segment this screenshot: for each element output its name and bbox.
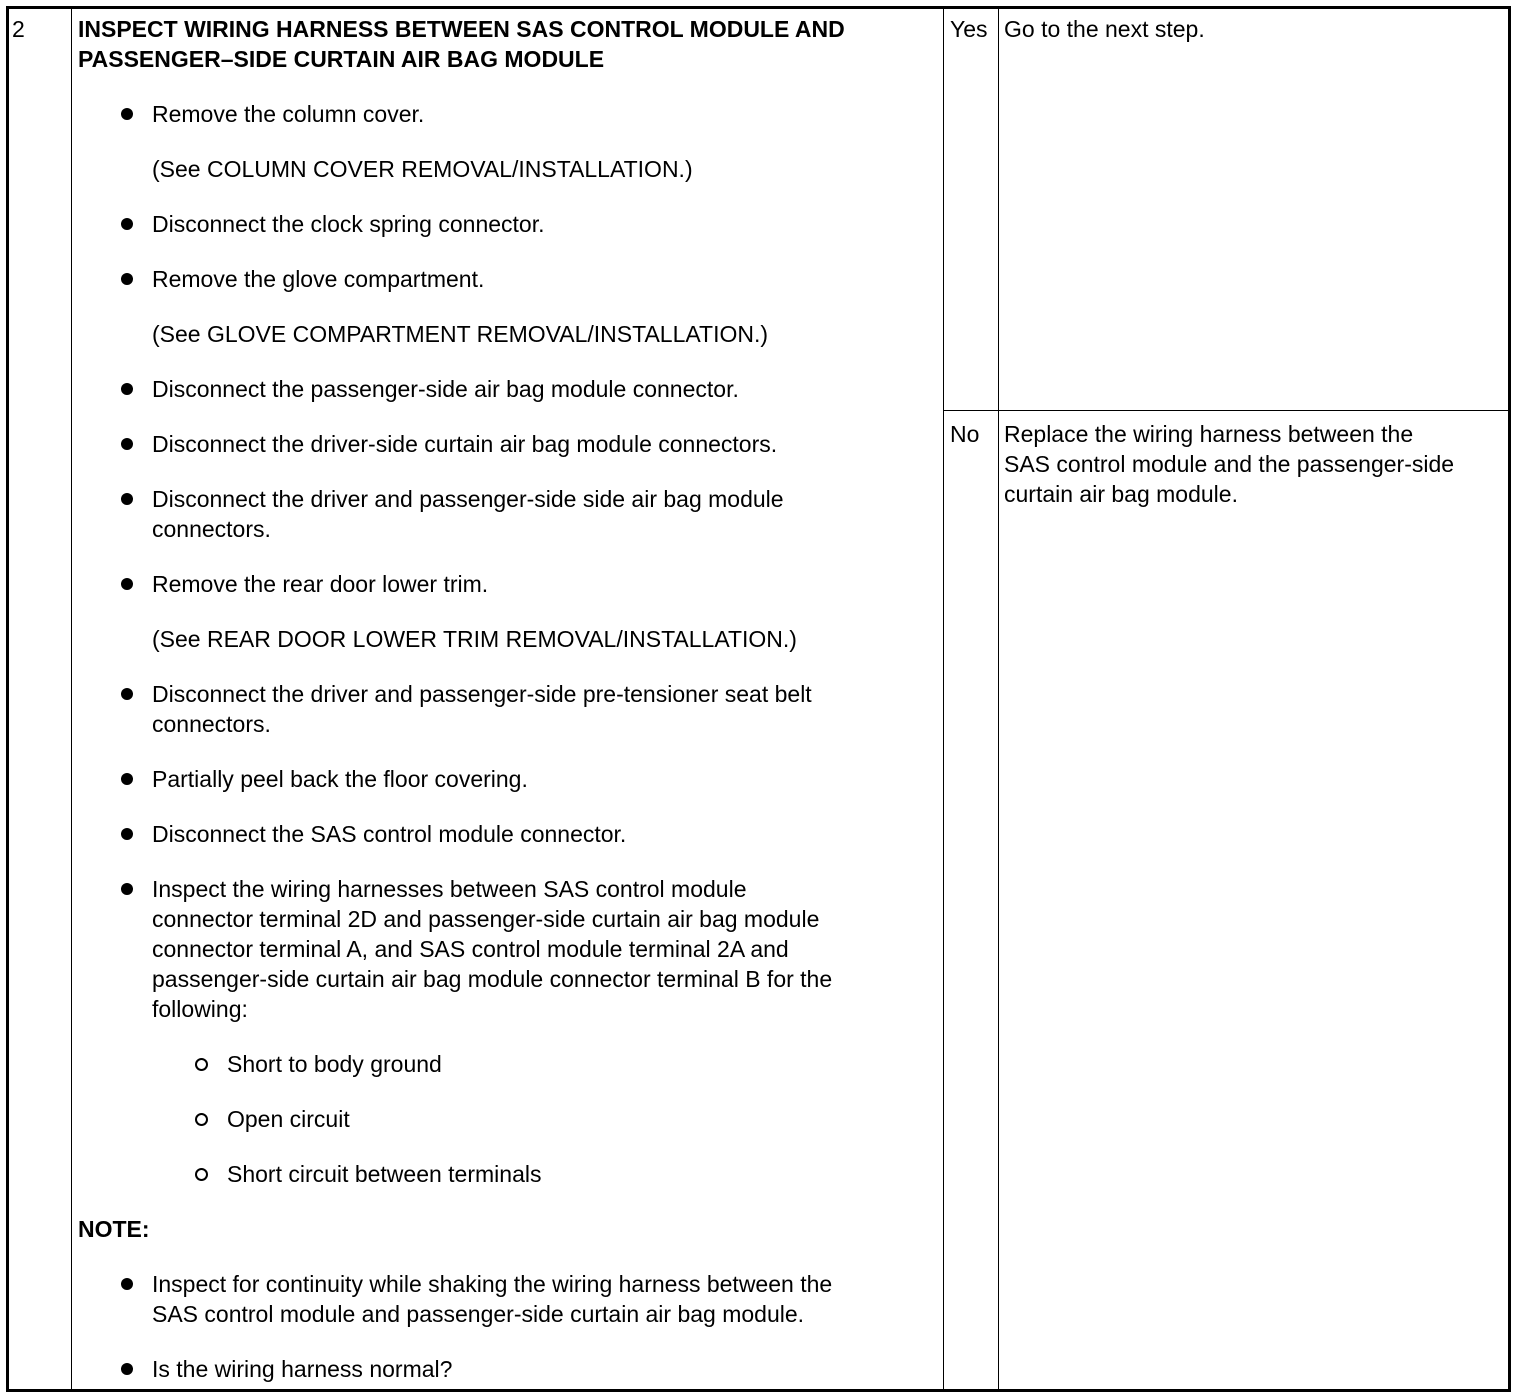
reference-text: (See GLOVE COMPARTMENT REMOVAL/INSTALLATION.) [152, 321, 769, 347]
step-title-line: INSPECT WIRING HARNESS BETWEEN SAS CONTROL MODULE AND [78, 16, 845, 42]
instruction-text: Disconnect the driver and passenger-side pre-tensioner seat belt [152, 681, 812, 707]
bullet-icon [121, 383, 133, 395]
instruction-text: Remove the rear door lower trim. [152, 571, 489, 597]
column-divider [71, 9, 72, 1389]
action-text: SAS control module and the passenger-side [1004, 451, 1455, 477]
instruction-text: Disconnect the passenger-side air bag module connector. [152, 376, 739, 402]
note-text: SAS control module and passenger-side curtain air bag module. [152, 1301, 805, 1327]
bullet-icon [121, 218, 133, 230]
row-divider [943, 410, 1508, 411]
instruction-text: connector terminal 2D and passenger-side curtain air bag module [152, 906, 820, 932]
bullet-icon [121, 688, 133, 700]
sub-item-text: Short circuit between terminals [227, 1161, 542, 1187]
note-label: NOTE: [78, 1216, 150, 1242]
instruction-text: Partially peel back the floor covering. [152, 766, 528, 792]
instruction-text: connectors. [152, 711, 271, 737]
bullet-icon [121, 578, 133, 590]
bullet-icon [121, 828, 133, 840]
hollow-bullet-icon [195, 1113, 208, 1126]
action-text: curtain air bag module. [1004, 481, 1238, 507]
step-title-line: PASSENGER–SIDE CURTAIN AIR BAG MODULE [78, 46, 605, 72]
hollow-bullet-icon [195, 1058, 208, 1071]
instruction-text: connectors. [152, 516, 271, 542]
instruction-text: connector terminal A, and SAS control module terminal 2A and [152, 936, 789, 962]
answer-yes: Yes [950, 16, 988, 42]
action-text: Go to the next step. [1004, 16, 1205, 42]
instruction-text: passenger-side curtain air bag module connector terminal B for the [152, 966, 833, 992]
note-text: Is the wiring harness normal? [152, 1356, 453, 1382]
column-divider [998, 9, 999, 1389]
step-number: 2 [12, 16, 25, 42]
instruction-text: Remove the column cover. [152, 101, 425, 127]
hollow-bullet-icon [195, 1168, 208, 1181]
bullet-icon [121, 773, 133, 785]
instruction-text: Disconnect the driver-side curtain air bag module connectors. [152, 431, 778, 457]
column-divider [943, 9, 944, 1389]
instruction-text: Remove the glove compartment. [152, 266, 485, 292]
instruction-text: Disconnect the clock spring connector. [152, 211, 545, 237]
instruction-text: Inspect the wiring harnesses between SAS control module [152, 876, 747, 902]
reference-text: (See REAR DOOR LOWER TRIM REMOVAL/INSTALLATION.) [152, 626, 797, 652]
sub-item-text: Short to body ground [227, 1051, 442, 1077]
instruction-text: Disconnect the SAS control module connector. [152, 821, 627, 847]
bullet-icon [121, 438, 133, 450]
action-text: Replace the wiring harness between the [1004, 421, 1414, 447]
sub-item-text: Open circuit [227, 1106, 350, 1132]
bullet-icon [121, 1278, 133, 1290]
bullet-icon [121, 273, 133, 285]
bullet-icon [121, 493, 133, 505]
bullet-icon [121, 108, 133, 120]
instruction-text: Disconnect the driver and passenger-side side air bag module [152, 486, 784, 512]
answer-no: No [950, 421, 980, 447]
reference-text: (See COLUMN COVER REMOVAL/INSTALLATION.) [152, 156, 693, 182]
note-text: Inspect for continuity while shaking the wiring harness between the [152, 1271, 833, 1297]
instruction-text: following: [152, 996, 248, 1022]
bullet-icon [121, 1363, 133, 1375]
bullet-icon [121, 883, 133, 895]
